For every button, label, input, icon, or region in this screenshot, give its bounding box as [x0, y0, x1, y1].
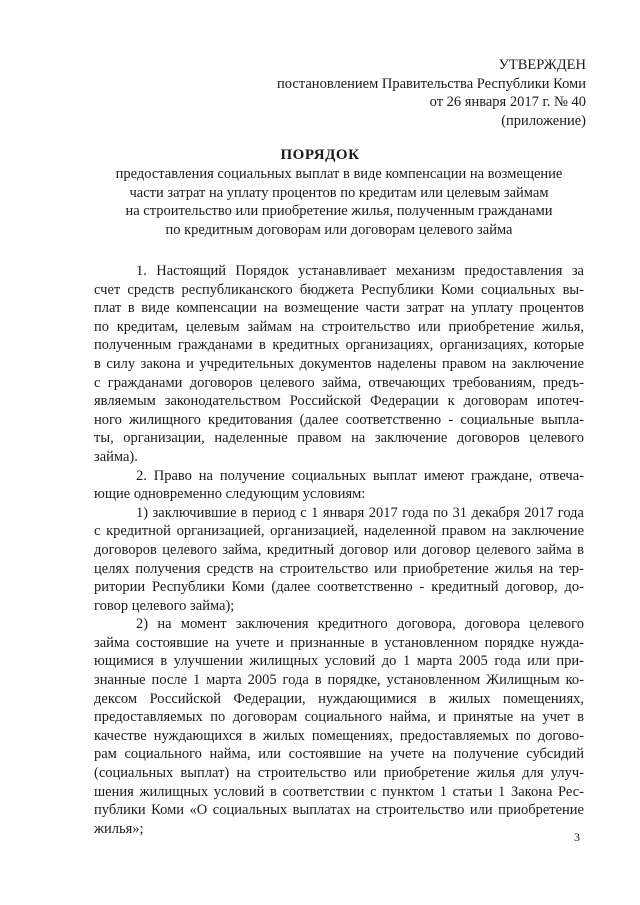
- condition-2-line: жилья»;: [94, 820, 144, 837]
- subtitle-line: части затрат на уплату процентов по кредитам или целевым займам: [129, 184, 549, 201]
- approval-date: от 26 января 2017 г. № 40: [429, 94, 586, 111]
- condition-1-line: целях получения средств на строительство или приобретение жилья на тер-: [94, 560, 584, 577]
- condition-2-line: предоставляемых по договорам социального найма, и принятые на учет в: [94, 709, 584, 726]
- approval-appendix: (приложение): [501, 112, 586, 129]
- paragraph-1-line: ты, организации, наделенные правом на заключение договоров целевого: [94, 430, 584, 447]
- subtitle-line: на строительство или приобретение жилья, полученным гражданами: [125, 203, 553, 220]
- condition-1-line: 1) заключившие в период с 1 января 2017 года по 31 декабря 2017 года: [136, 504, 584, 521]
- condition-2-line: знанные после 1 марта 2005 года в порядке, установленном Жилищным ко-: [94, 672, 584, 689]
- paragraph-2-line: 2. Право на получение социальных выплат имеют граждане, отвеча-: [136, 467, 584, 484]
- condition-1-line: с кредитной организацией, организацией, наделенной правом на заключение: [94, 523, 584, 540]
- condition-1-line: договоров целевого займа, кредитный договор или договор целевого займа в: [94, 541, 584, 558]
- condition-2-line: публики Коми «О социальных выплатах на строительство или приобретение: [94, 802, 584, 819]
- paragraph-1-line: по кредитам, целевым займам на строительство или приобретение жилья,: [94, 318, 584, 335]
- condition-2-line: рам социального найма, или состоявшие на учете на получение субсидий: [94, 746, 584, 763]
- condition-2-line: качестве нуждающихся в жилых помещениях, предоставляемых по догово-: [94, 727, 584, 744]
- paragraph-1-line: в силу закона и учредительных документов наделены правом на заключение: [94, 355, 584, 372]
- condition-2-line: 2) на момент заключения кредитного договора, договора целевого: [136, 616, 584, 633]
- document-title: ПОРЯДОК: [280, 147, 360, 163]
- page-number: 3: [574, 830, 580, 844]
- paragraph-2-line: ющие одновременно следующим условиям:: [94, 486, 366, 503]
- condition-2-line: (социальных выплат) на строительство или приобретение жилья для улуч-: [94, 765, 584, 782]
- paragraph-1-line: счет средств республиканского бюджета Республики Коми социальных вы-: [94, 281, 584, 298]
- subtitle-line: по кредитным договорам или договорам целевого займа: [165, 221, 513, 238]
- approval-heading: УТВЕРЖДЕН: [498, 57, 586, 73]
- approval-block: [277, 56, 586, 130]
- paragraph-1-line: займа).: [94, 448, 138, 465]
- condition-1-line: говор целевого займа);: [94, 597, 235, 614]
- approval-resolution: постановлением Правительства Республики Коми: [277, 75, 586, 92]
- paragraph-1-line: с гражданами договоров целевого займа, отвечающих требованиям, предъ-: [94, 374, 584, 391]
- condition-2-line: дексом Российской Федерации, нуждающимися в жилых помещениях,: [94, 690, 584, 707]
- condition-1-line: ритории Республики Коми (далее соответственно - кредитный договор, до-: [94, 579, 584, 596]
- document-subtitle: [100, 165, 578, 239]
- paragraph-1-line: являемым законодательством Российской Федерации к договорам ипотеч-: [94, 393, 584, 410]
- paragraph-1-line: плат в виде компенсации на возмещение части затрат на уплату процентов: [94, 300, 584, 317]
- condition-2-line: ющимися в улучшении жилищных условий до 1 марта 2005 года или при-: [94, 653, 584, 670]
- paragraph-1-line: полученным гражданами в кредитных организациях, организациях, которые: [94, 337, 584, 354]
- subtitle-line: предоставления социальных выплат в виде компенсации на возмещение: [115, 166, 563, 182]
- condition-2-line: займа состоявшие на учете и признанные в установленном порядке нужда-: [94, 634, 584, 651]
- paragraph-1-line: ного жилищного кредитования (далее соответственно - социальные выпла-: [94, 411, 584, 428]
- paragraph-1-line: 1. Настоящий Порядок устанавливает механизм предоставления за: [136, 263, 584, 279]
- document-body: [94, 262, 584, 838]
- condition-2-line: шения жилищных условий в соответствии с пунктом 1 статьи 1 Закона Рес-: [94, 783, 584, 800]
